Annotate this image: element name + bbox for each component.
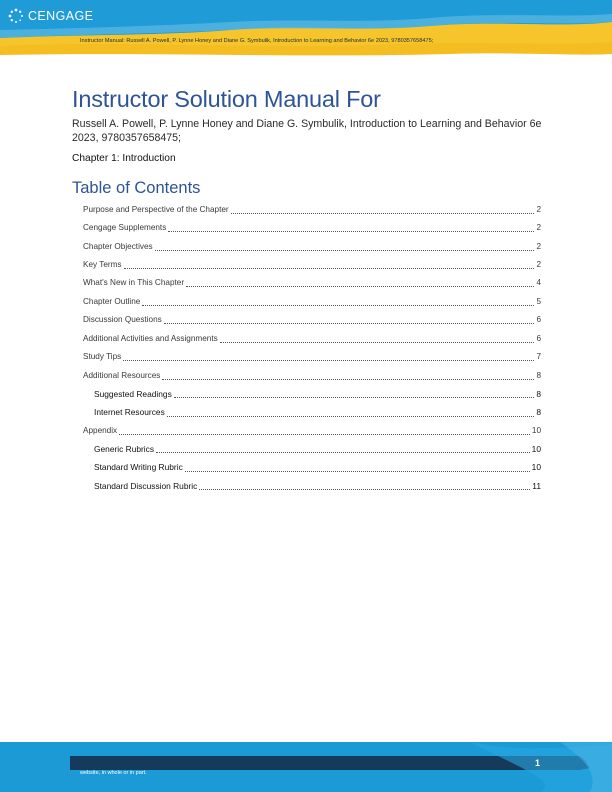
toc-dot-leader (185, 465, 530, 472)
page-number: 1 (534, 758, 540, 768)
toc-entry[interactable] (83, 292, 541, 310)
toc-entry-page: 10 (531, 443, 541, 454)
toc-entry-page: 7 (536, 352, 541, 362)
toc-dot-leader (119, 428, 530, 435)
toc-entry-page: 10 (531, 462, 541, 473)
toc-entry-page: 2 (536, 204, 541, 214)
toc-dot-leader (167, 410, 535, 417)
toc-entry-label: Appendix (83, 425, 118, 435)
toc-entry-label: What's New in This Chapter (83, 278, 185, 288)
toc-entry-label: Study Tips (83, 352, 122, 362)
toc-entry[interactable] (83, 255, 541, 273)
footer-text: website, in whole or in part. (80, 770, 147, 776)
toc-dot-leader (155, 244, 535, 251)
table-of-contents (83, 200, 541, 495)
toc-entry[interactable] (83, 311, 541, 329)
toc-entry-page: 2 (536, 241, 541, 251)
toc-dot-leader (199, 483, 530, 490)
toc-heading: Table of Contents (72, 179, 201, 197)
toc-entry[interactable] (83, 440, 541, 458)
toc-entry[interactable] (83, 348, 541, 366)
toc-entry[interactable] (83, 329, 541, 347)
toc-entry-label: Additional Resources (83, 370, 161, 380)
toc-entry-page: 2 (536, 260, 541, 270)
header-banner (0, 0, 612, 62)
toc-dot-leader (220, 336, 535, 343)
toc-entry-label: Discussion Questions (83, 315, 162, 325)
footer-banner (0, 742, 612, 792)
toc-entry-label: Generic Rubrics (94, 443, 155, 454)
toc-entry[interactable] (83, 274, 541, 292)
toc-entry-page: 10 (531, 425, 541, 435)
toc-entry[interactable] (83, 458, 541, 476)
toc-dot-leader (162, 373, 534, 380)
toc-entry-label: Internet Resources (94, 407, 165, 418)
toc-entry-label: Standard Writing Rubric (94, 462, 183, 473)
footer-wave-graphic (0, 742, 612, 792)
toc-entry[interactable] (83, 218, 541, 236)
toc-entry-label: Chapter Objectives (83, 241, 153, 251)
toc-entry-label: Suggested Readings (94, 388, 172, 399)
toc-entry-page: 8 (536, 388, 541, 399)
toc-entry-page: 4 (536, 278, 541, 288)
header-caption: Instructor Manual: Russell A. Powell, P. Lynne Honey and Diane G. Symbulik, Introduction to Learning and Behavior 6e 2023, 9780357658475; (80, 38, 434, 44)
toc-dot-leader (156, 446, 530, 453)
toc-dot-leader (168, 225, 534, 232)
toc-entry-page: 8 (536, 407, 541, 418)
toc-entry-page: 6 (536, 315, 541, 325)
cengage-logo-text: CENGAGE (28, 9, 94, 23)
cengage-logo (8, 8, 93, 24)
toc-dot-leader (142, 299, 534, 306)
toc-entry-page: 2 (536, 223, 541, 233)
toc-dot-leader (164, 317, 535, 324)
toc-entry-label: Cengage Supplements (83, 223, 167, 233)
toc-entry-label: Key Terms (83, 260, 122, 270)
toc-entry[interactable] (83, 237, 541, 255)
toc-entry-label: Additional Activities and Assignments (83, 333, 218, 343)
chapter-label: Chapter 1: Introduction (72, 153, 176, 164)
toc-entry[interactable] (83, 384, 541, 402)
document-title: Instructor Solution Manual For (72, 86, 381, 112)
toc-entry-page: 8 (536, 370, 541, 380)
toc-entry[interactable] (83, 421, 541, 439)
toc-entry[interactable] (83, 403, 541, 421)
toc-dot-leader (123, 354, 534, 361)
toc-entry-label: Purpose and Perspective of the Chapter (83, 204, 229, 214)
cengage-logo-icon (8, 8, 24, 24)
toc-entry-label: Chapter Outline (83, 296, 141, 306)
toc-entry[interactable] (83, 200, 541, 218)
toc-dot-leader (174, 391, 535, 398)
toc-entry[interactable] (83, 477, 541, 495)
toc-dot-leader (124, 262, 535, 269)
document-subtitle: Russell A. Powell, P. Lynne Honey and Diane G. Symbulik, Introduction to Learning and Behavior 6e 2023, 9780357658475; (72, 118, 542, 144)
toc-entry-page: 11 (532, 480, 541, 491)
toc-entry-page: 6 (536, 333, 541, 343)
toc-entry-label: Standard Discussion Rubric (94, 480, 198, 491)
toc-dot-leader (231, 207, 535, 214)
toc-dot-leader (186, 280, 534, 287)
toc-entry[interactable] (83, 366, 541, 384)
toc-entry-page: 5 (536, 296, 541, 306)
